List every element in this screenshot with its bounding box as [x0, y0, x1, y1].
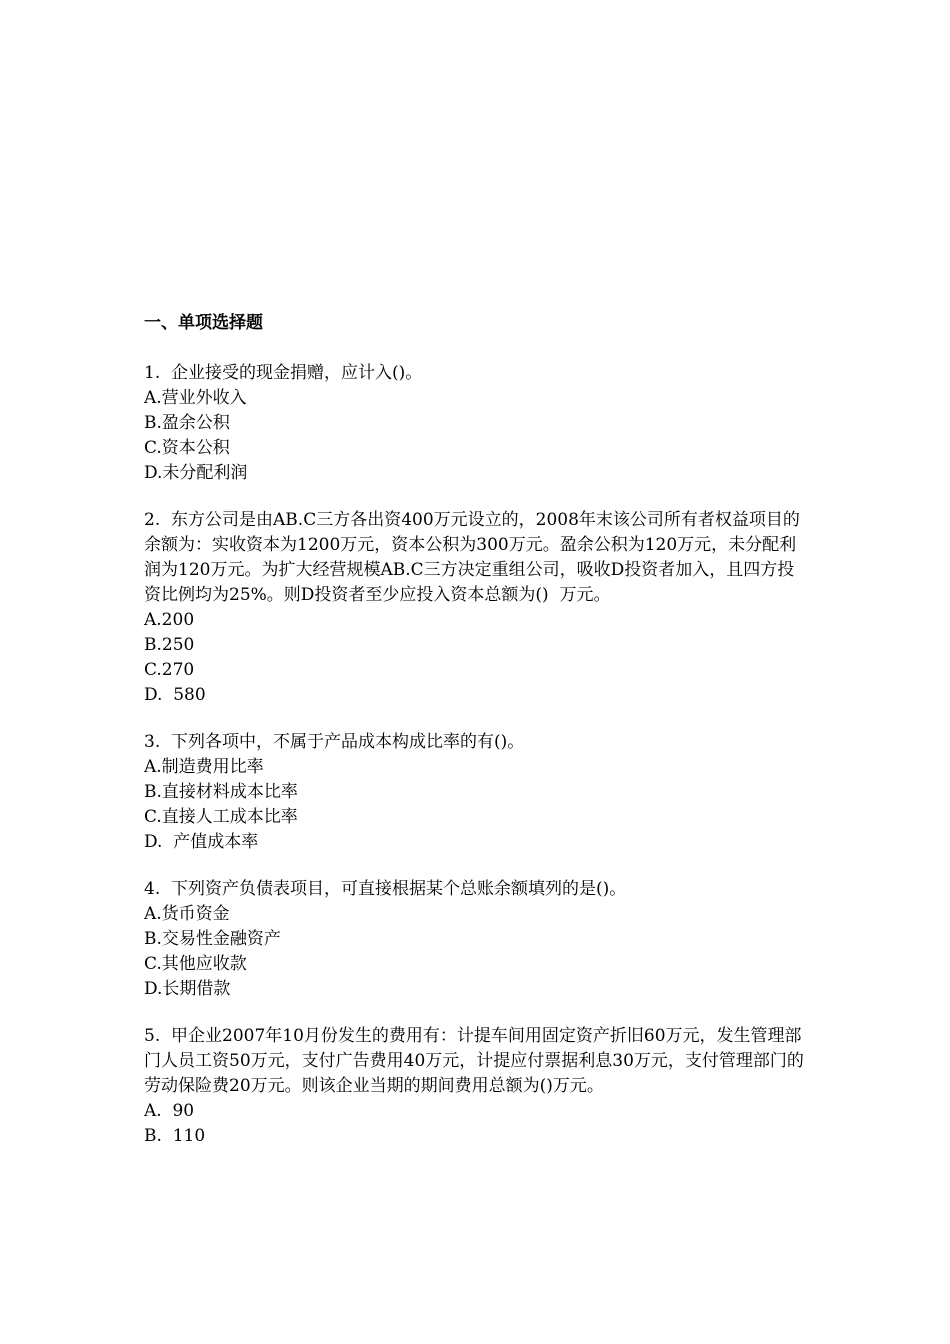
- option-c: C.资本公积: [144, 438, 230, 458]
- option-c: C.直接人工成本比率: [144, 807, 298, 827]
- option-d: D. 580: [144, 685, 206, 705]
- option-b: B. 110: [144, 1126, 206, 1146]
- document-page: [144, 310, 809, 1171]
- question-5: [144, 1024, 809, 1149]
- question-stem: 4. 下列资产负债表项目，可直接根据某个总账余额填列的是()。: [144, 879, 627, 899]
- section-title: 一、单项选择题: [144, 313, 263, 333]
- question-1: [144, 361, 809, 486]
- option-d: D.未分配利润: [144, 463, 248, 483]
- question-2: [144, 508, 809, 708]
- question-stem: 3. 下列各项中，不属于产品成本构成比率的有()。: [144, 732, 525, 752]
- question-3: [144, 730, 809, 855]
- option-b: B.盈余公积: [144, 413, 230, 433]
- option-a: A.货币资金: [144, 904, 230, 924]
- option-d: D. 产值成本率: [144, 832, 259, 852]
- question-4: [144, 877, 809, 1002]
- option-b: B.250: [144, 635, 195, 655]
- option-a: A.制造费用比率: [144, 757, 264, 777]
- option-a: A.200: [144, 610, 195, 630]
- option-c: C.其他应收款: [144, 954, 247, 974]
- option-d: D.长期借款: [144, 979, 231, 999]
- question-stem: 2. 东方公司是由AB.C三方各出资400万元设立的，2008年末该公司所有者权益项目的余额为：实收资本为1200万元，资本公积为300万元。盈余公积为120万元，未分配利润为120万元。为扩大经营规模AB.C三方决定重组公司，吸收D投资者加入，且四方投资比例均为25%。则D投资者至少应投入资本总额为() 万元。: [144, 510, 800, 605]
- question-stem: 5. 甲企业2007年10月份发生的费用有：计提车间用固定资产折旧60万元，发生管理部门人员工资50万元，支付广告费用40万元，计提应付票据利息30万元，支付管理部门的劳动保险费20万元。则该企业当期的期间费用总额为()万元。: [144, 1026, 804, 1096]
- question-stem: 1. 企业接受的现金捐赠，应计入()。: [144, 363, 423, 383]
- option-b: B.交易性金融资产: [144, 929, 281, 949]
- option-a: A. 90: [144, 1101, 195, 1121]
- option-b: B.直接材料成本比率: [144, 782, 298, 802]
- option-c: C.270: [144, 660, 195, 680]
- option-a: A.营业外收入: [144, 388, 247, 408]
